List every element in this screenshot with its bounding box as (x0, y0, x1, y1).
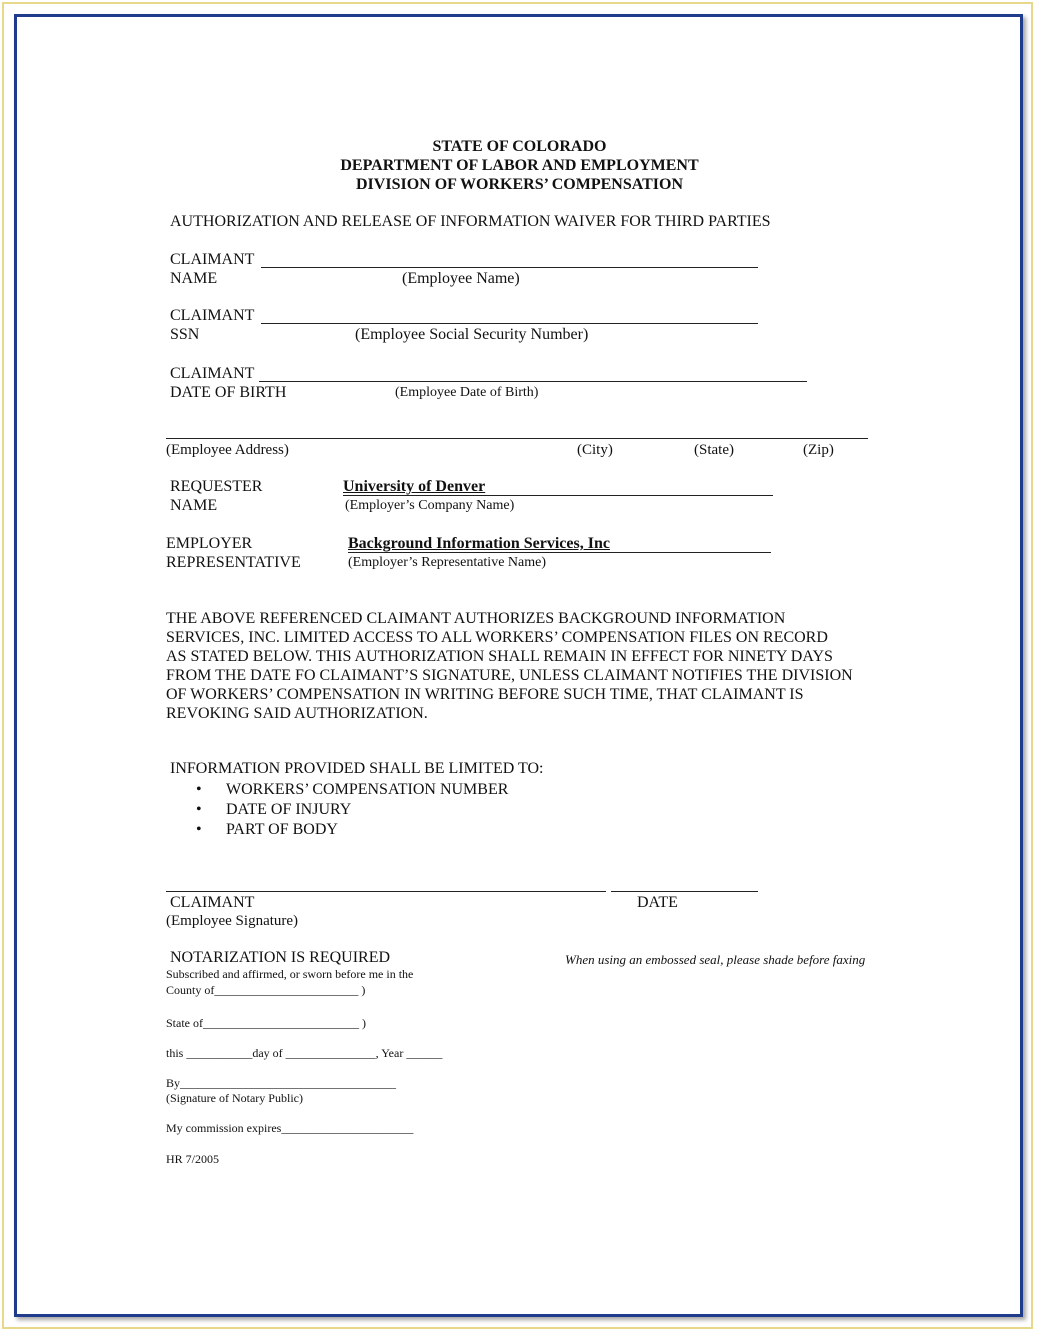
zip-caption: (Zip) (803, 442, 834, 458)
requester-value: University of Denver (343, 478, 486, 495)
employer-label-2: REPRESENTATIVE (166, 554, 301, 571)
bullet-icon: • (196, 801, 202, 818)
notary-state-field[interactable]: State of__________________________ ) (166, 1016, 366, 1030)
address-field[interactable] (166, 438, 868, 439)
header-department: DEPARTMENT OF LABOR AND EMPLOYMENT (340, 157, 699, 174)
employer-field[interactable] (348, 552, 771, 553)
authorization-paragraph (166, 609, 886, 723)
employer-label-1: EMPLOYER (166, 535, 253, 552)
claimant-name-label-2: NAME (170, 270, 218, 287)
city-caption: (City) (577, 442, 613, 458)
requester-label-2: NAME (170, 497, 218, 514)
claimant-ssn-label-1: CLAIMANT (170, 307, 255, 324)
employee-signature-caption: (Employee Signature) (166, 913, 299, 929)
bullet-icon: • (196, 821, 202, 838)
state-caption: (State) (694, 442, 734, 458)
info-heading: INFORMATION PROVIDED SHALL BE LIMITED TO: (170, 760, 544, 777)
address-caption: (Employee Address) (166, 442, 289, 458)
claimant-dob-caption: (Employee Date of Birth) (395, 385, 539, 400)
claimant-ssn-caption: (Employee Social Security Number) (355, 326, 589, 343)
header-division: DIVISION OF WORKERS’ COMPENSATION (356, 176, 683, 193)
paragraph-line: SERVICES, INC. LIMITED ACCESS TO ALL WORKERS’ COMPENSATION FILES ON RECORD (166, 629, 828, 646)
notary-subscribed: Subscribed and affirmed, or sworn before me in the (166, 967, 414, 981)
paragraph-line: FROM THE DATE FO CLAIMANT’S SIGNATURE, UNLESS CLAIMANT NOTIFIES THE DIVISION (166, 667, 853, 684)
paragraph-line: REVOKING SAID AUTHORIZATION. (166, 705, 428, 722)
info-list (196, 780, 508, 840)
employer-caption: (Employer’s Representative Name) (348, 555, 547, 570)
notary-commission-field[interactable]: My commission expires______________________ (166, 1121, 414, 1135)
requester-field[interactable] (343, 495, 773, 496)
date-field[interactable] (611, 891, 758, 892)
bullet-icon: • (196, 781, 202, 798)
claimant-name-caption: (Employee Name) (402, 270, 520, 287)
seal-note: When using an embossed seal, please shade before faxing (565, 952, 866, 967)
requester-label-1: REQUESTER (170, 478, 263, 495)
list-item-label: DATE OF INJURY (226, 801, 352, 818)
claimant-dob-label-1: CLAIMANT (170, 365, 255, 382)
claimant-name-label-1: CLAIMANT (170, 251, 255, 268)
notary-signature-caption: (Signature of Notary Public) (166, 1091, 303, 1105)
claimant-signature-field[interactable] (166, 891, 606, 892)
claimant-ssn-field[interactable] (261, 323, 758, 324)
requester-caption: (Employer’s Company Name) (345, 498, 515, 513)
notary-signature-field[interactable]: By____________________________________ (166, 1076, 397, 1090)
form-code: HR 7/2005 (166, 1152, 220, 1166)
list-item-label: PART OF BODY (226, 821, 338, 838)
list-item-label: WORKERS’ COMPENSATION NUMBER (226, 781, 509, 798)
list-item (196, 780, 508, 800)
paragraph-line: OF WORKERS’ COMPENSATION IN WRITING BEFORE SUCH TIME, THAT CLAIMANT IS (166, 686, 804, 703)
notary-date-field[interactable]: this ___________day of _______________, Year ______ (166, 1046, 443, 1060)
form-title: AUTHORIZATION AND RELEASE OF INFORMATION WAIVER FOR THIRD PARTIES (170, 213, 771, 230)
paragraph-line: AS STATED BELOW. THIS AUTHORIZATION SHALL REMAIN IN EFFECT FOR NINETY DAYS (166, 648, 833, 665)
paragraph-line: THE ABOVE REFERENCED CLAIMANT AUTHORIZES BACKGROUND INFORMATION (166, 610, 786, 627)
claimant-dob-label-2: DATE OF BIRTH (170, 384, 287, 401)
employer-value: Background Information Services, Inc (348, 535, 610, 552)
claimant-signature-label: CLAIMANT (170, 894, 255, 911)
notary-heading: NOTARIZATION IS REQUIRED (170, 949, 391, 966)
notary-county-field[interactable]: County of________________________ ) (166, 983, 366, 997)
claimant-ssn-label-2: SSN (170, 326, 200, 343)
header-state: STATE OF COLORADO (432, 138, 607, 155)
date-label: DATE (637, 894, 678, 911)
list-item (196, 820, 508, 840)
claimant-name-field[interactable] (261, 267, 758, 268)
claimant-dob-field[interactable] (259, 381, 807, 382)
list-item (196, 800, 508, 820)
